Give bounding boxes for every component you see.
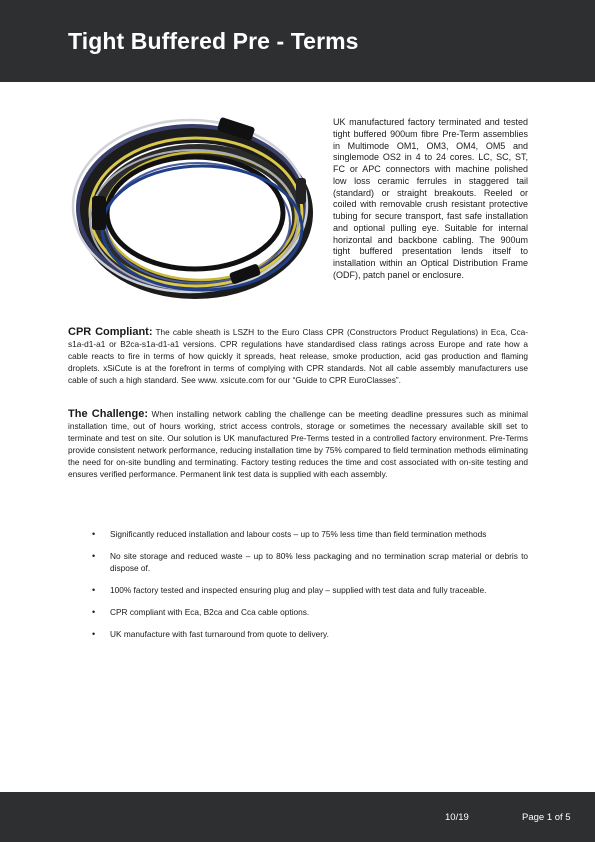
bullet-icon: • [92, 628, 96, 639]
page-number: Page 1 of 5 [522, 812, 571, 823]
list-item [92, 607, 528, 619]
benefits-list [92, 529, 528, 650]
list-item-text: No site storage and reduced waste – up to 80% less packaging and no termination scrap material or debris to dispose of. [110, 550, 528, 573]
page-title: Tight Buffered Pre - Terms [68, 28, 359, 54]
cpr-compliant-paragraph [68, 327, 528, 387]
list-item [92, 551, 528, 575]
bullet-icon: • [92, 606, 96, 617]
challenge-heading: The Challenge: [68, 408, 149, 420]
list-item [92, 529, 528, 541]
list-item [92, 629, 528, 641]
list-item-text: CPR compliant with Eca, B2ca and Cca cable options. [110, 606, 310, 617]
cpr-compliant-text: The cable sheath is LSZH to the Euro Class CPR (Constructors Product Regulations) in Eca, Cca-s1a-d1-a1 or B2ca-s1a-d1-a1 versions. CPR regulations have standardised class ratings across Europe and rate how a cable reacts to fire in terms of how quickly it spreads, heat release, smoke production, acid gas production and flaming droplets. xSiCute is at the forefront in terms of complying with CPR standards. Not all cable assembly manufacturers use cable of such a high standard. See www. xsicute.com for our “Guide to CPR EuroClasses”. [68, 327, 528, 385]
cpr-compliant-heading: CPR Compliant: [68, 326, 153, 338]
footer-date: 10/19 [445, 812, 469, 823]
challenge-paragraph [68, 409, 528, 480]
bullet-icon: • [92, 550, 96, 561]
challenge-text: When installing network cabling the challenge can be meeting deadline pressures such as minimal installation time, out of hours working, strict access controls, storage or sometimes the necessary available skill set to terminate and test on site. Our solution is UK manufactured Pre-Terms tested in a controlled factory environment. Pre-Terms provide consistent network performance, reducing installation time by 75% compared to field termination methods eliminating the need for on-site bundling and terminating. Factory testing reduces the time and cost associated with on-site testing and ensures verified performance. Permanent link test data is supplied with each assembly. [68, 409, 528, 479]
intro-text: UK manufactured factory terminated and tested tight buffered 900um fibre Pre-Term assemblies in Multimode OM1, OM3, OM4, OM5 and singlemode OS2 in 4 to 24 cores. LC, SC, ST, FC or APC connectors with machine polished low loss ceramic ferrules in staggered tail (standard) or straight breakouts. Reeled or coiled with removable crush resistant protective tubing for secure transport, fast safe installation and optional pulling eye. Suitable for internal horizontal and backbone cabling. The 900um tight buffered presentation lends itself to installation within an Optical Distribution Frame (ODF), patch panel or enclosure. [333, 117, 528, 280]
list-item-text: UK manufacture with fast turnaround from quote to delivery. [110, 628, 329, 639]
list-item-text: 100% factory tested and inspected ensuring plug and play – supplied with test data and fully traceable. [110, 584, 487, 595]
list-item [92, 585, 528, 597]
bullet-icon: • [92, 529, 96, 539]
cable-coil-image [70, 108, 320, 313]
page-header [0, 0, 595, 82]
page-footer [0, 792, 595, 842]
bullet-icon: • [92, 584, 96, 595]
list-item-text: Significantly reduced installation and labour costs – up to 75% less time than field termination methods [110, 529, 487, 539]
